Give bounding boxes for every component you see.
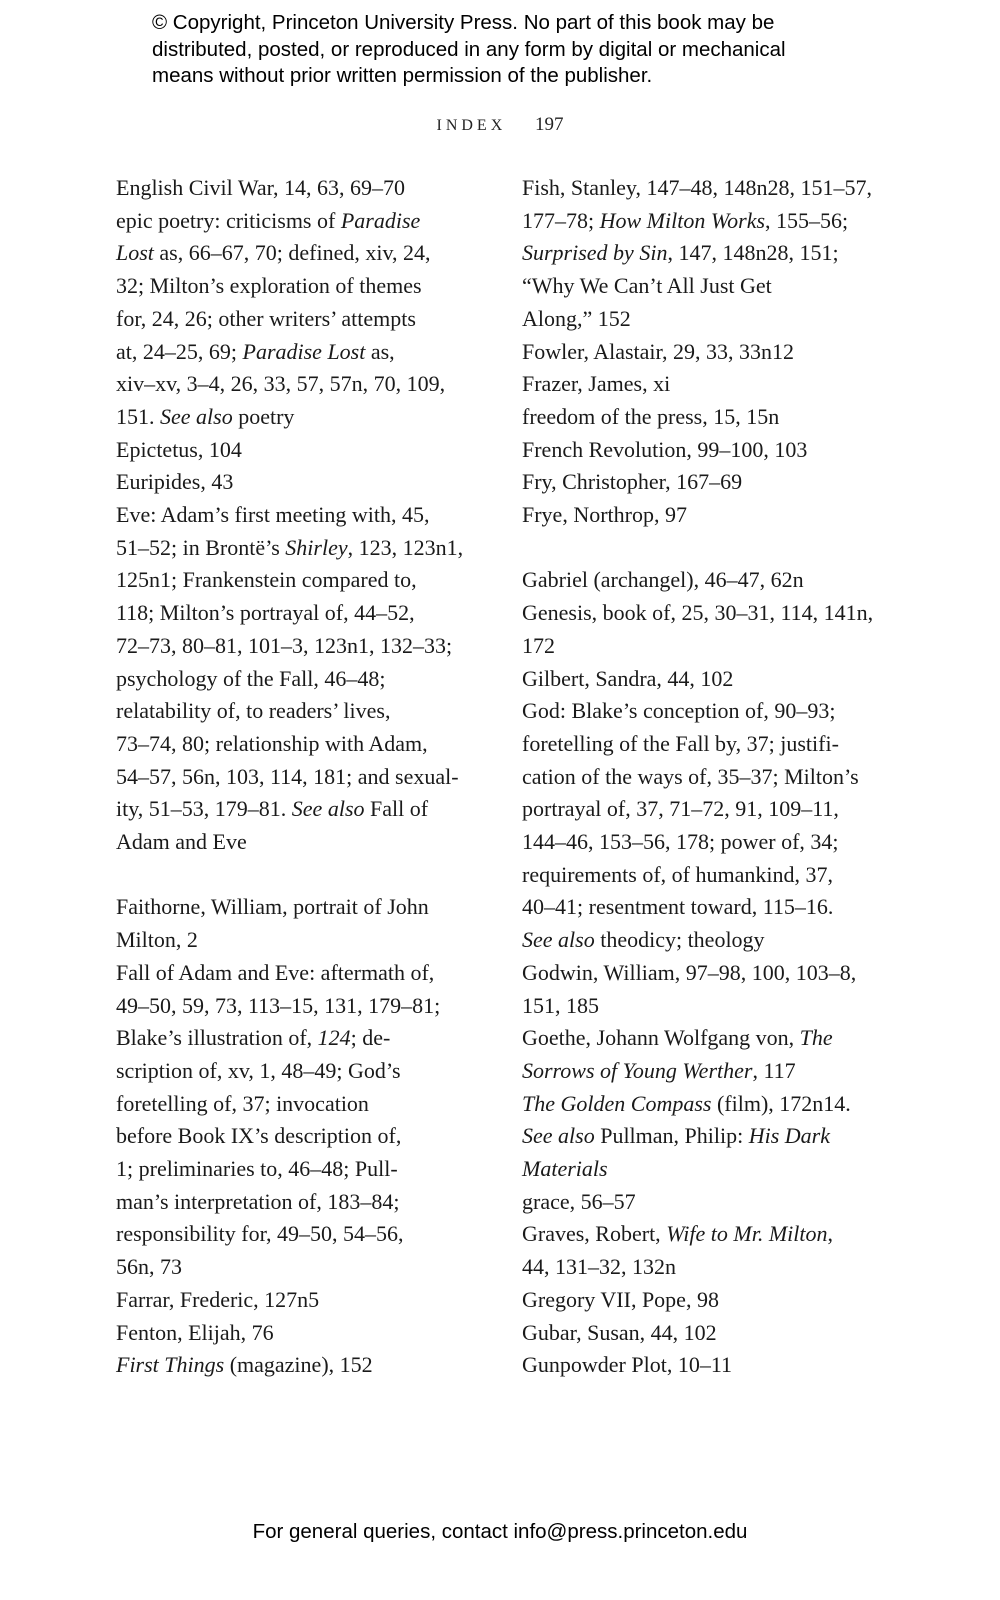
index-entry-line: requirements of, of humankind, 37, <box>522 861 833 887</box>
index-entry-line: 40–41; resentment toward, 115–16. <box>522 894 834 920</box>
copyright-line: means without prior written permission of the publisher. <box>152 64 653 87</box>
index-entry <box>522 695 882 957</box>
letter-group-gap <box>522 532 882 565</box>
index-entry-line: French Revolution, 99–100, 103 <box>522 436 808 462</box>
running-head <box>0 114 1000 136</box>
index-entry <box>116 172 476 205</box>
index-entry <box>116 205 476 434</box>
index-entry <box>116 1317 476 1350</box>
index-entry-line: Fish, Stanley, 147–48, 148n28, 151–57, <box>522 175 872 200</box>
index-entry <box>522 957 882 1022</box>
index-entry-line: 151, 185 <box>522 992 599 1018</box>
index-entry-line: Farrar, Frederic, 127n5 <box>116 1286 320 1312</box>
index-entry-line: 172 <box>522 632 555 658</box>
index-entry-line: 125n1; Frankenstein compared to, <box>116 567 417 593</box>
index-entry-line: Goethe, Johann Wolfgang von, The <box>522 1025 833 1051</box>
index-entry-line: Frye, Northrop, 97 <box>522 502 687 528</box>
index-entry-line: Materials <box>522 1156 608 1182</box>
index-entry <box>522 564 882 597</box>
index-entry-line: xiv–xv, 3–4, 26, 33, 57, 57n, 70, 109, <box>116 371 446 397</box>
index-entry <box>522 336 882 369</box>
index-column-right <box>522 172 882 1382</box>
index-entry-line: 49–50, 59, 73, 113–15, 131, 179–81; <box>116 992 441 1018</box>
index-entry-line: relatability of, to readers’ lives, <box>116 698 391 724</box>
index-entry <box>522 401 882 434</box>
index-entry-line: 1; preliminaries to, 46–48; Pull- <box>116 1156 398 1182</box>
index-entry-line: 32; Milton’s exploration of themes <box>116 273 422 299</box>
index-entry-line: Milton, 2 <box>116 927 198 953</box>
index-entry <box>522 1088 882 1186</box>
index-entry-line: man’s interpretation of, 183–84; <box>116 1188 400 1214</box>
index-entry-line: epic poetry: criticisms of Paradise <box>116 207 421 233</box>
index-entry-line: Genesis, book of, 25, 30–31, 114, 141n, <box>522 600 874 626</box>
index-entry-line: Gubar, Susan, 44, 102 <box>522 1319 717 1345</box>
index-entry-line: Faithorne, William, portrait of John <box>116 894 429 920</box>
index-entry-line: Fowler, Alastair, 29, 33, 33n12 <box>522 338 794 364</box>
index-entry <box>522 1317 882 1350</box>
index-entry <box>522 368 882 401</box>
index-entry-line: See also theodicy; theology <box>522 927 765 953</box>
footer-contact: For general queries, contact info@press.princeton.edu <box>252 1520 748 1543</box>
index-entry-line: for, 24, 26; other writers’ attempts <box>116 305 416 331</box>
index-entry-line: God: Blake’s conception of, 90–93; <box>522 698 836 724</box>
index-entry-line: at, 24–25, 69; Paradise Lost as, <box>116 338 395 364</box>
index-entry <box>522 172 882 336</box>
index-entry <box>522 597 882 662</box>
index-entry <box>116 1349 476 1382</box>
index-entry-line: scription of, xv, 1, 48–49; God’s <box>116 1057 401 1083</box>
index-entry <box>116 1284 476 1317</box>
index-entry-line: portrayal of, 37, 71–72, 91, 109–11, <box>522 796 839 822</box>
index-entry-line: Blake’s illustration of, 124; de- <box>116 1025 391 1051</box>
index-entry-line: Sorrows of Young Werther, 117 <box>522 1057 796 1083</box>
index-entry-line: freedom of the press, 15, 15n <box>522 403 780 429</box>
index-entry <box>116 957 476 1284</box>
index-entry <box>522 1186 882 1219</box>
index-entry-line: responsibility for, 49–50, 54–56, <box>116 1221 404 1247</box>
index-entry <box>116 891 476 956</box>
index-entry-line: Euripides, 43 <box>116 469 234 495</box>
index-entry-line: The Golden Compass (film), 172n14. <box>522 1090 851 1116</box>
index-entry-line: Epictetus, 104 <box>116 436 242 462</box>
index-entry-line: foretelling of the Fall by, 37; justifi- <box>522 730 839 756</box>
index-entry-line: Graves, Robert, Wife to Mr. Milton, <box>522 1221 834 1247</box>
index-entry-line: Adam and Eve <box>116 829 247 855</box>
copyright-line: distributed, posted, or reproduced in any form by digital or mechanical <box>152 37 786 61</box>
index-entry-line: Surprised by Sin, 147, 148n28, 151; <box>522 240 839 266</box>
index-entry-line: Frazer, James, xi <box>522 371 671 397</box>
index-entry <box>522 466 882 499</box>
index-entry-line: 151. See also poetry <box>116 403 295 429</box>
index-entry-line: English Civil War, 14, 63, 69–70 <box>116 175 406 200</box>
index-entry <box>116 499 476 859</box>
index-entry-line: 72–73, 80–81, 101–3, 123n1, 132–33; <box>116 632 453 658</box>
index-column-left <box>116 172 476 1382</box>
index-entry-line: before Book IX’s description of, <box>116 1123 402 1149</box>
index-entry <box>522 434 882 467</box>
index-entry-line: Gregory VII, Pope, 98 <box>522 1286 719 1312</box>
page-number: 197 <box>535 114 564 135</box>
index-entry <box>522 1022 882 1087</box>
index-entry-line: Fenton, Elijah, 76 <box>116 1319 274 1345</box>
index-entry-line: cation of the ways of, 35–37; Milton’s <box>522 763 859 789</box>
index-entry-line: 56n, 73 <box>116 1254 182 1280</box>
index-entry-line: Gilbert, Sandra, 44, 102 <box>522 665 734 691</box>
index-entry <box>522 1218 882 1283</box>
index-entry-line: grace, 56–57 <box>522 1188 636 1214</box>
index-entry-line: 73–74, 80; relationship with Adam, <box>116 730 428 756</box>
copyright-notice <box>152 10 872 90</box>
index-entry-line: ity, 51–53, 179–81. See also Fall of <box>116 796 429 822</box>
index-entry-line: 144–46, 153–56, 178; power of, 34; <box>522 829 839 855</box>
index-entry <box>522 499 882 532</box>
index-entry-line: “Why We Can’t All Just Get <box>522 273 772 299</box>
index-entry-line: First Things (magazine), 152 <box>116 1352 373 1378</box>
copyright-line: © Copyright, Princeton University Press. No part of this book may be <box>152 11 775 34</box>
index-entry-line: Godwin, William, 97–98, 100, 103–8, <box>522 959 857 985</box>
index-entry-line: Lost as, 66–67, 70; defined, xiv, 24, <box>116 240 431 266</box>
index-entry-line: Gunpowder Plot, 10–11 <box>522 1352 733 1378</box>
index-entry <box>522 1284 882 1317</box>
index-entry-line: 51–52; in Brontë’s Shirley, 123, 123n1, <box>116 534 464 560</box>
index-entry-line: Along,” 152 <box>522 305 631 331</box>
index-entry-line: Fry, Christopher, 167–69 <box>522 469 743 495</box>
index-entry-line: Fall of Adam and Eve: aftermath of, <box>116 959 435 985</box>
index-entry-line: 54–57, 56n, 103, 114, 181; and sexual- <box>116 763 459 789</box>
index-entry-line: 44, 131–32, 132n <box>522 1254 676 1280</box>
letter-group-gap <box>116 859 476 892</box>
index-entry-line: 118; Milton’s portrayal of, 44–52, <box>116 600 415 626</box>
index-entry-line: psychology of the Fall, 46–48; <box>116 665 386 691</box>
index-entry-line: 177–78; How Milton Works, 155–56; <box>522 207 849 233</box>
index-entry <box>116 466 476 499</box>
index-entry-line: Gabriel (archangel), 46–47, 62n <box>522 567 804 593</box>
index-entry-line: Eve: Adam’s first meeting with, 45, <box>116 502 430 528</box>
index-entry <box>522 663 882 696</box>
running-head-label: INDEX <box>436 117 507 134</box>
index-entry <box>522 1349 882 1382</box>
index-entry-line: foretelling of, 37; invocation <box>116 1090 369 1116</box>
index-entry-line: See also Pullman, Philip: His Dark <box>522 1123 831 1149</box>
index-entry <box>116 434 476 467</box>
